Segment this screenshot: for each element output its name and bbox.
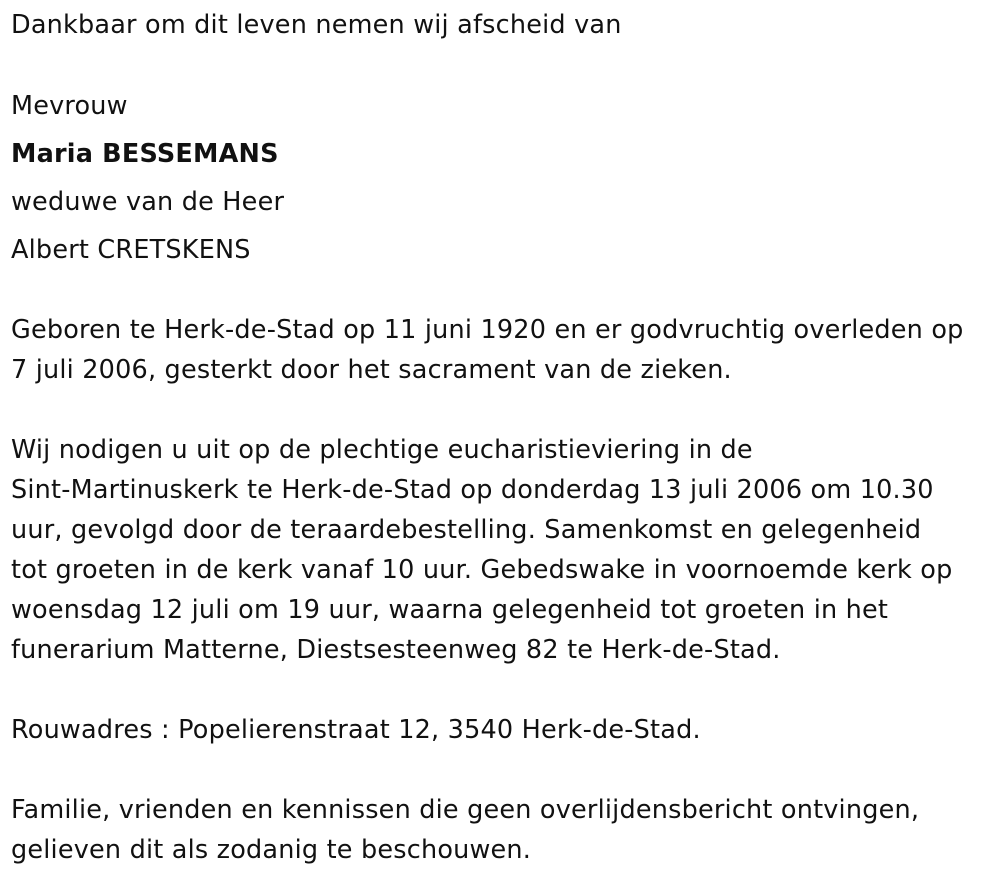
deceased-name: Maria BESSEMANS xyxy=(11,139,279,169)
closing-line-2: gelieven dit als zodanig te beschouwen. xyxy=(11,835,532,865)
closing-line-1: Familie, vrienden en kennissen die geen overlijdensbericht ontvingen, xyxy=(11,795,920,825)
ceremony-line-2: Sint-Martinuskerk te Herk-de-Stad op donderdag 13 juli 2006 om 10.30 xyxy=(11,475,934,505)
relation-text: weduwe van de Heer xyxy=(11,187,285,217)
intro-text: Dankbaar om dit leven nemen wij afscheid van xyxy=(11,10,622,40)
salutation: Mevrouw xyxy=(11,91,128,121)
ceremony-line-6: funerarium Matterne, Diestsesteenweg 82 te Herk-de-Stad. xyxy=(11,635,781,665)
ceremony-line-5: woensdag 12 juli om 19 uur, waarna gelegenheid tot groeten in het xyxy=(11,595,889,625)
birth-death-line-2: 7 juli 2006, gesterkt door het sacrament van de zieken. xyxy=(11,355,732,385)
birth-death-line-1: Geboren te Herk-de-Stad op 11 juni 1920 en er godvruchtig overleden op xyxy=(11,315,964,345)
mourning-address: Rouwadres : Popelierenstraat 12, 3540 Herk-de-Stad. xyxy=(11,715,701,745)
spouse-name: Albert CRETSKENS xyxy=(11,235,251,265)
ceremony-line-4: tot groeten in de kerk vanaf 10 uur. Gebedswake in voornoemde kerk op xyxy=(11,555,953,585)
ceremony-line-1: Wij nodigen u uit op de plechtige eucharistieviering in de xyxy=(11,435,753,465)
ceremony-line-3: uur, gevolgd door de teraardebestelling. Samenkomst en gelegenheid xyxy=(11,515,922,545)
